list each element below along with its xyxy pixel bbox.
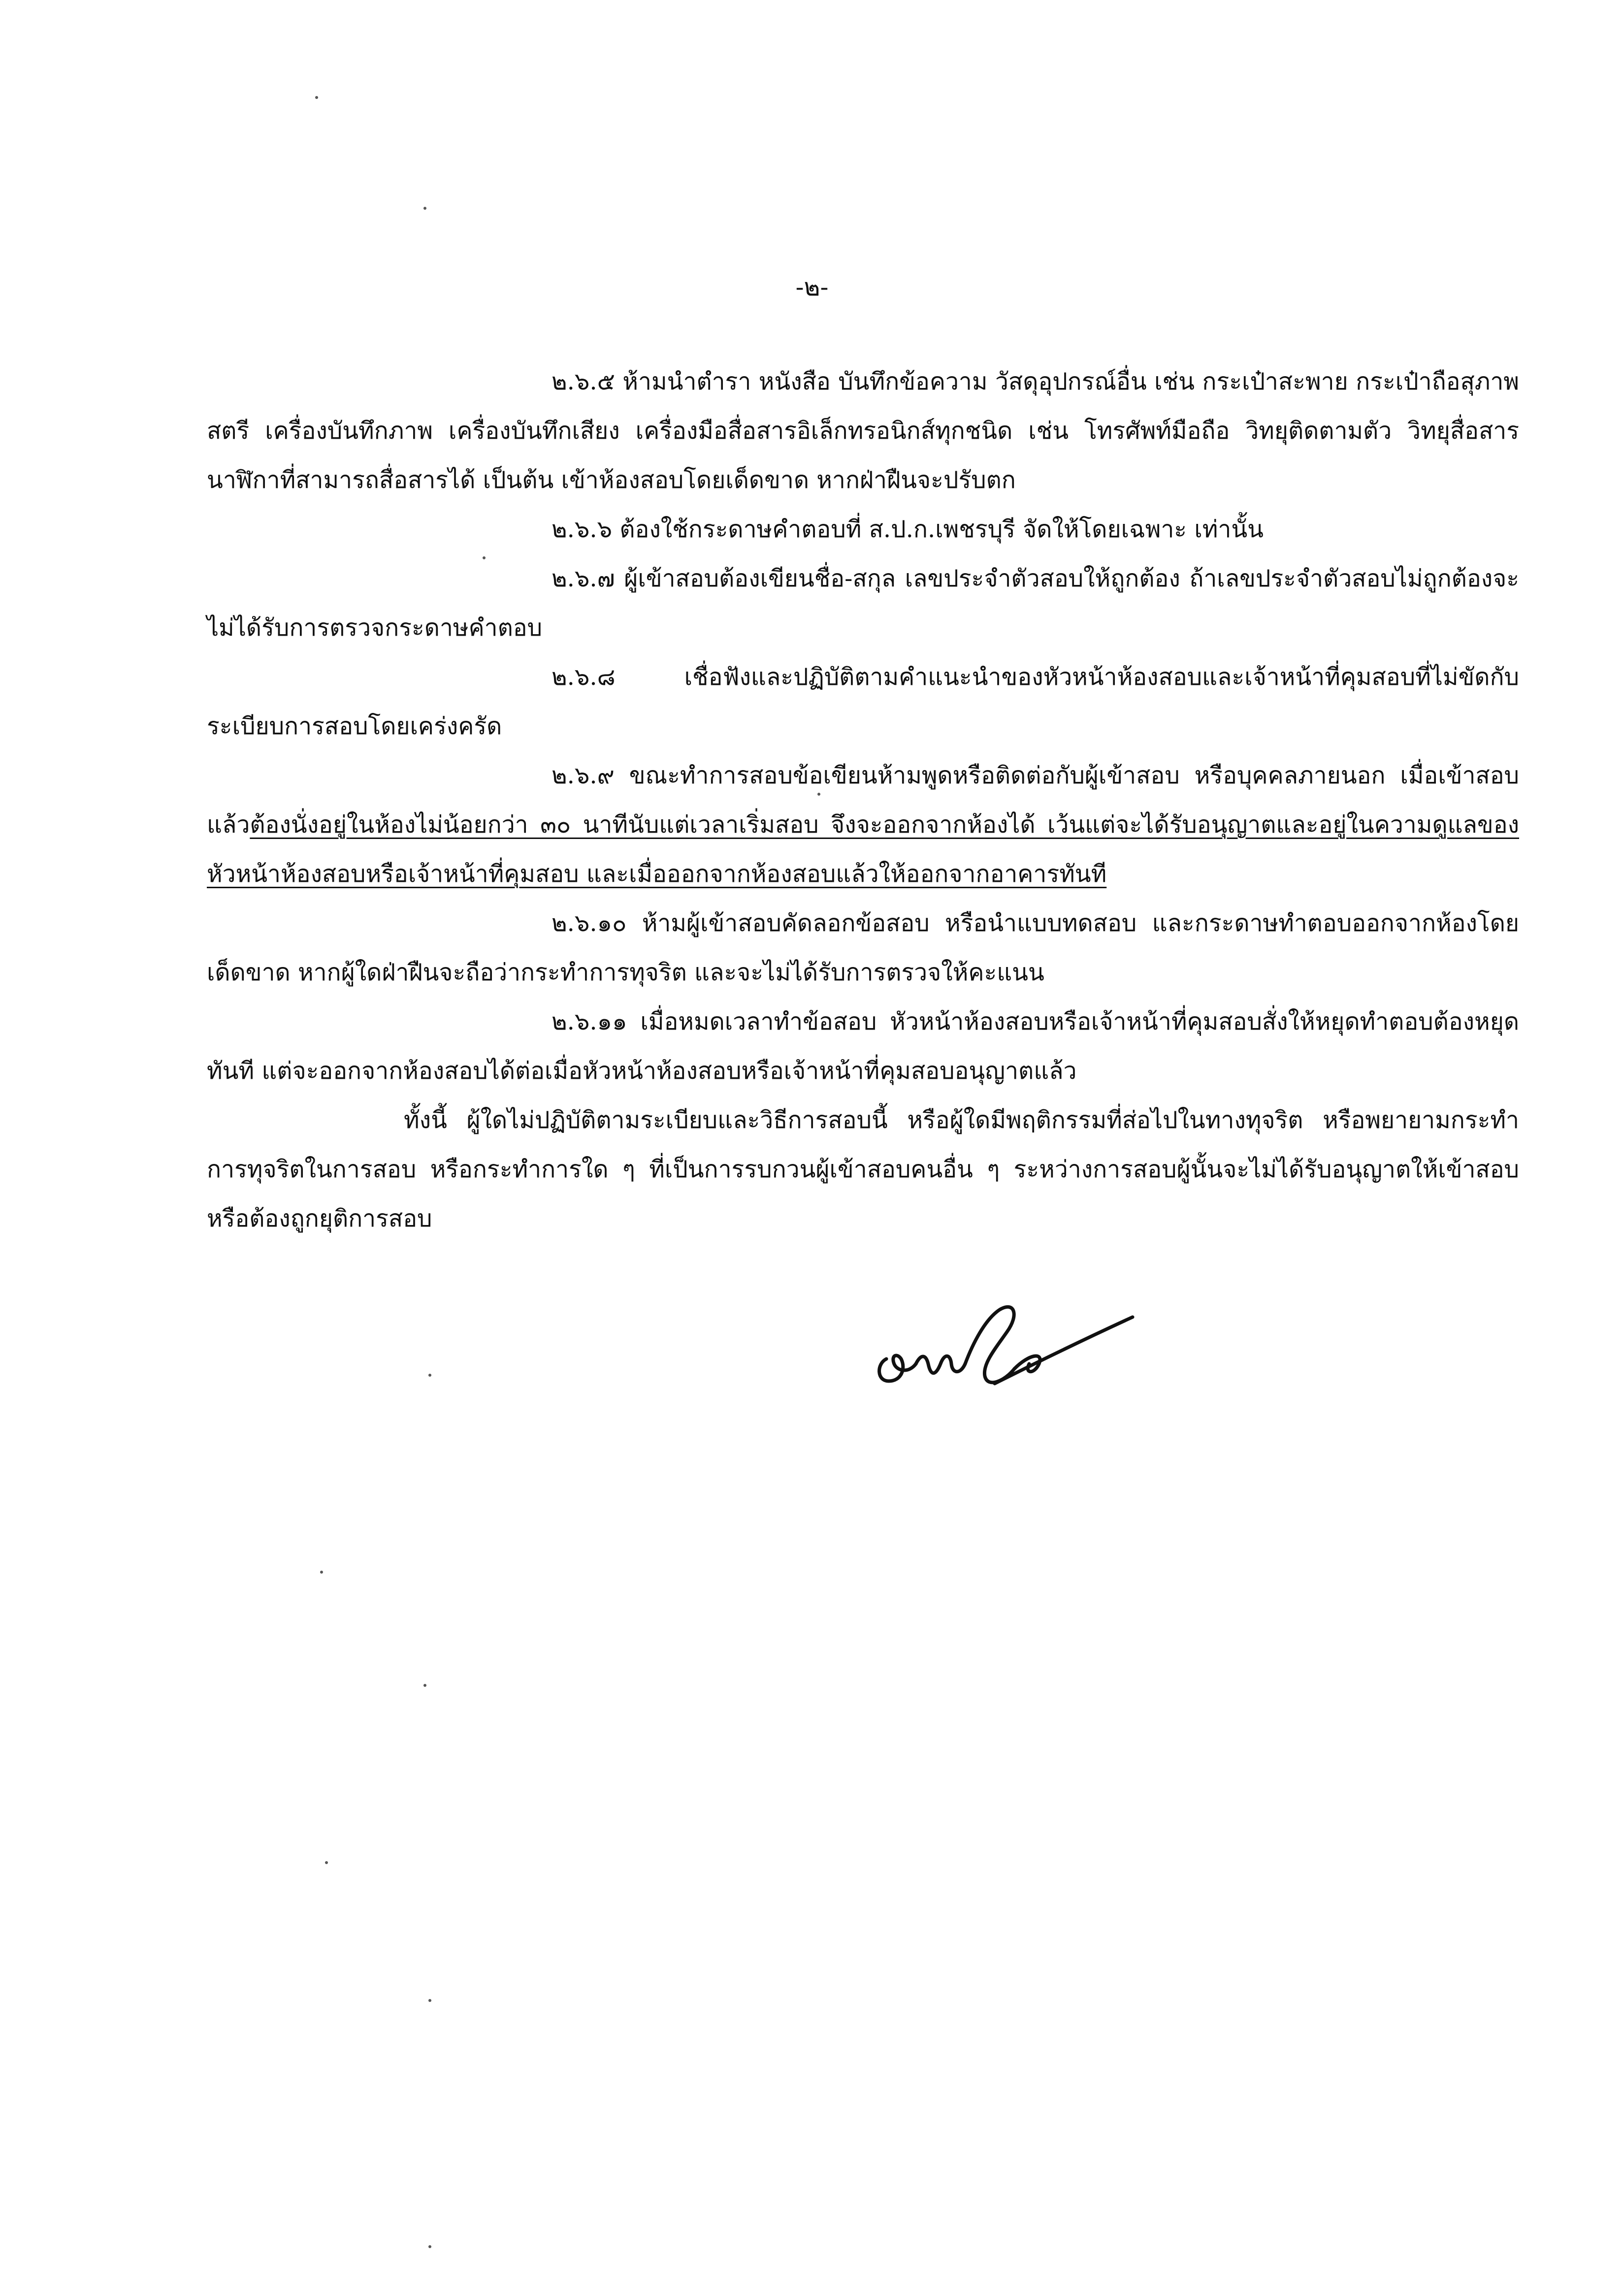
- scan-speck: [315, 96, 318, 99]
- paragraph-2-6-6: ๒.๖.๖ ต้องใช้กระดาษคำตอบที่ ส.ป.ก.เพชรบุรี จัดให้โดยเฉพาะ เท่านั้น: [552, 516, 1264, 543]
- scan-speck: [423, 1684, 426, 1687]
- page-number: -๒-: [795, 273, 829, 301]
- scan-speck: [428, 2245, 431, 2248]
- paragraph-2-6-7: ๒.๖.๗ ผู้เข้าสอบต้องเขียนชื่อ-สกุล เลขประจำตัวสอบให้ถูกต้อง ถ้าเลขประจำตัวสอบไม่ถูกต้องจะไม่ได้รับการตรวจกระดาษคำตอบ: [207, 565, 1519, 642]
- paragraph-2-6-11: ๒.๖.๑๑ เมื่อหมดเวลาทำข้อสอบ หัวหน้าห้องสอบหรือเจ้าหน้าที่คุมสอบสั่งให้หยุดทำตอบต้องหยุดทันที แต่จะออกจากห้องสอบได้ต่อเมื่อหัวหน้าห้องสอบหรือเจ้าหน้าที่คุมสอบอนุญาตแล้ว: [207, 1008, 1519, 1085]
- scan-speck: [483, 556, 486, 559]
- paragraph-2-6-8: ๒.๖.๘ เชื่อฟังและปฏิบัติตามคำแนะนำของหัวหน้าห้องสอบและเจ้าหน้าที่คุมสอบที่ไม่ขัดกับระเบียบการสอบโดยเคร่งครัด: [207, 663, 1519, 740]
- scan-speck: [817, 793, 820, 796]
- paragraph-2-6-9-underlined-text: ต้องนั่งอยู่ในห้องไม่น้อยกว่า ๓๐ นาทีนับแต่เวลาเริ่มสอบ จึงจะออกจากห้องได้ เว้นแต่จะได้รับอนุญาตและอยู่ในความดูแลของหัวหน้าห้องสอบหรือเจ้าหน้าที่คุมสอบ และเมื่อออกจากห้องสอบแล้วให้ออกจากอาคารทันที: [207, 811, 1519, 888]
- paragraph-2-6-9: [207, 751, 1519, 899]
- scan-speck: [423, 207, 426, 210]
- scan-speck: [428, 1999, 431, 2002]
- paragraph-closing: ทั้งนี้ ผู้ใดไม่ปฏิบัติตามระเบียบและวิธีการสอบนี้ หรือผู้ใดมีพฤติกรรมที่ส่อไปในทางทุจริต หรือพยายามกระทำการทุจริตในการสอบ หรือกระทำการใด ๆ ที่เป็นการรบกวนผู้เข้าสอบคนอื่น ๆ ระหว่างการสอบผู้นั้นจะไม่ได้รับอนุญาตให้เข้าสอบ หรือต้องถูกยุติการสอบ: [207, 1106, 1519, 1232]
- scan-speck: [325, 1861, 328, 1864]
- document-body: [207, 357, 1519, 1243]
- scan-speck: [320, 1571, 323, 1574]
- handwritten-signature: [867, 1290, 1142, 1403]
- scan-speck: [428, 1374, 431, 1377]
- paragraph-2-6-9-text: ๒.๖.๙ ขณะทำการสอบข้อเขียนห้ามพูดหรือติดต่อกับผู้เข้าสอบ หรือบุคคลภายนอก เมื่อเข้าสอบแล้ว: [207, 762, 1519, 838]
- paragraph-2-6-5: ๒.๖.๕ ห้ามนำตำรา หนังสือ บันทึกข้อความ วัสดุอุปกรณ์อื่น เช่น กระเป๋าสะพาย กระเป๋าถือสุภาพสตรี เครื่องบันทึกภาพ เครื่องบันทึกเสียง เครื่องมือสื่อสารอิเล็กทรอนิกส์ทุกชนิด เช่น โทรศัพท์มือถือ วิทยุติดตามตัว วิทยุสื่อสาร นาฬิกาที่สามารถสื่อสารได้ เป็นต้น เข้าห้องสอบโดยเด็ดขาด หากฝ่าฝืนจะปรับตก: [207, 368, 1519, 494]
- paragraph-2-6-10: ๒.๖.๑๐ ห้ามผู้เข้าสอบคัดลอกข้อสอบ หรือนำแบบทดสอบ และกระดาษทำตอบออกจากห้องโดยเด็ดขาด หากผู้ใดฝ่าฝืนจะถือว่ากระทำการทุจริต และจะไม่ได้รับการตรวจให้คะแนน: [207, 909, 1519, 986]
